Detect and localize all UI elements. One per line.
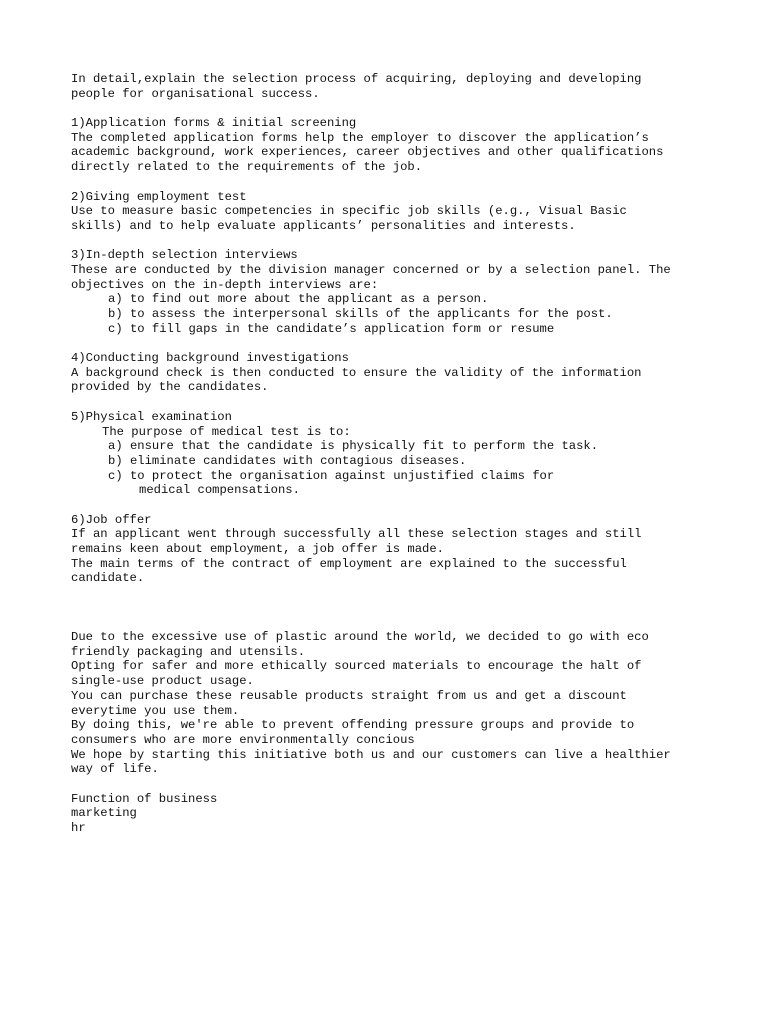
text-line: Due to the excessive use of plastic around the world, we decided to go with eco xyxy=(71,630,649,645)
text-line: The main terms of the contract of employment are explained to the successful xyxy=(71,556,627,571)
section-heading: 4)Conducting background investigations xyxy=(71,351,349,366)
text-line: A background check is then conducted to ensure the validity of the information xyxy=(71,365,642,380)
section-physical-examination xyxy=(71,410,711,498)
list-item: c) to fill gaps in the candidate’s application form or resume xyxy=(108,321,555,336)
list-item-continuation: medical compensations. xyxy=(139,483,300,498)
text-line: candidate. xyxy=(71,571,145,586)
text-line: In detail,explain the selection process of acquiring, deploying and developing xyxy=(71,72,642,86)
list-item: c) to protect the organisation against unjustified claims for xyxy=(108,468,555,483)
section-interviews xyxy=(71,248,711,336)
section-employment-test xyxy=(71,190,711,234)
text-line: objectives on the in-depth interviews are: xyxy=(71,277,379,292)
list-item: b) eliminate candidates with contagious diseases. xyxy=(108,453,467,468)
list-item: a) ensure that the candidate is physically fit to perform the task. xyxy=(108,439,599,454)
business-functions xyxy=(71,792,711,836)
text-line: single-use product usage. xyxy=(71,674,254,689)
text-line: skills) and to help evaluate applicants’ personalities and interests. xyxy=(71,218,576,233)
text-line: If an applicant went through successfully all these selection stages and still xyxy=(71,527,642,542)
section-heading: 5)Physical examination xyxy=(71,409,232,424)
text-line: These are conducted by the division manager concerned or by a selection panel. The xyxy=(71,262,671,277)
section-heading: 6)Job offer xyxy=(71,512,152,527)
text-line: The purpose of medical test is to: xyxy=(102,424,351,439)
section-application-forms xyxy=(71,116,711,175)
text-line: marketing xyxy=(71,806,137,821)
text-line: Function of business xyxy=(71,791,218,806)
text-line: We hope by starting this initiative both us and our customers can live a healthier xyxy=(71,747,671,762)
text-line: You can purchase these reusable products straight from us and get a discount xyxy=(71,688,627,703)
text-line: way of life. xyxy=(71,762,159,777)
list-item: a) to find out more about the applicant as a person. xyxy=(108,292,489,307)
text-line: everytime you use them. xyxy=(71,703,240,718)
section-job-offer xyxy=(71,513,711,586)
text-line: people for organisational success. xyxy=(71,86,320,101)
list-item: b) to assess the interpersonal skills of the applicants for the post. xyxy=(108,307,613,321)
text-line: hr xyxy=(71,821,86,835)
section-heading: 3)In-depth selection interviews xyxy=(71,248,298,263)
text-line: provided by the candidates. xyxy=(71,380,269,395)
section-heading: 1)Application forms & initial screening xyxy=(71,116,357,131)
text-line: Use to measure basic competencies in specific job skills (e.g., Visual Basic xyxy=(71,204,627,219)
eco-paragraph xyxy=(71,630,711,777)
text-line: The completed application forms help the employer to discover the application’s xyxy=(71,130,649,145)
text-line: By doing this, we're able to prevent offending pressure groups and provide to xyxy=(71,718,635,733)
section-background-investigations xyxy=(71,351,711,395)
intro-question xyxy=(71,72,711,101)
text-line: Opting for safer and more ethically sourced materials to encourage the halt of xyxy=(71,659,642,674)
text-line: friendly packaging and utensils. xyxy=(71,644,306,659)
text-line: directly related to the requirements of the job. xyxy=(71,160,423,175)
document-body xyxy=(71,72,711,836)
section-heading: 2)Giving employment test xyxy=(71,189,247,204)
text-line: consumers who are more environmentally concious xyxy=(71,732,415,747)
text-line: remains keen about employment, a job offer is made. xyxy=(71,542,444,556)
text-line: academic background, work experiences, career objectives and other qualifications xyxy=(71,145,664,160)
